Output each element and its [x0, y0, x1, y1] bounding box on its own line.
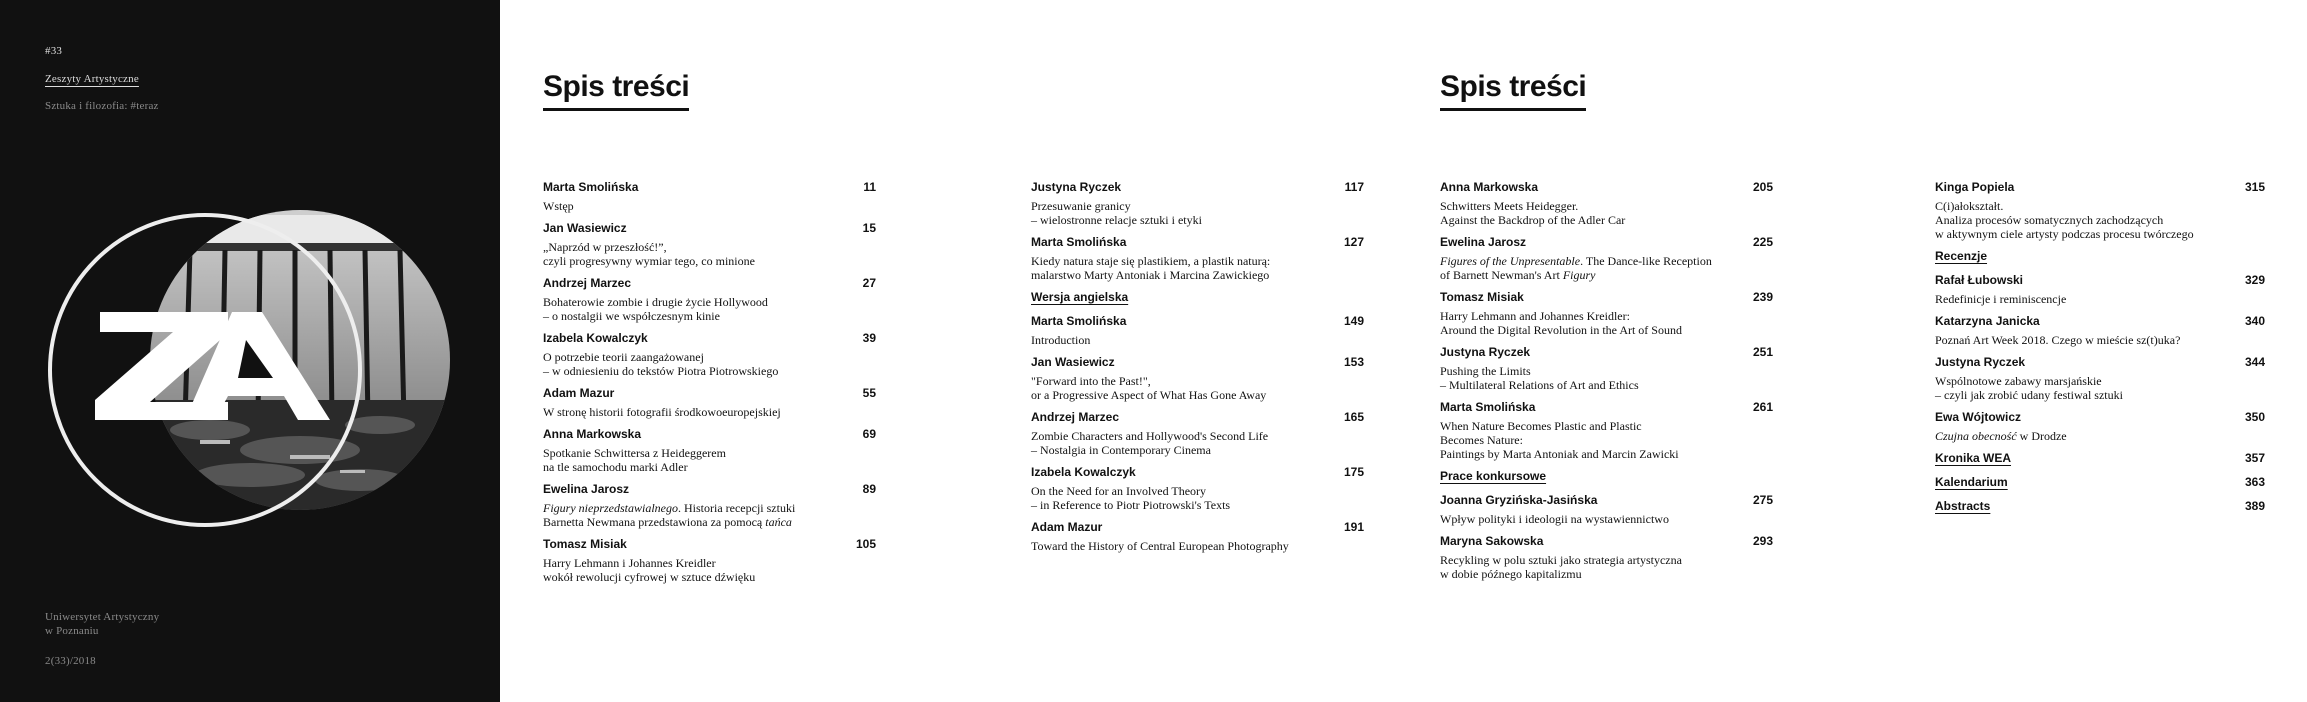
entry-title-text: Spotkanie Schwittersa z Heideggerem na tle samochodu marki Adler: [543, 446, 726, 474]
section-heading: [1935, 451, 2265, 465]
entry-author: Andrzej Marzec: [543, 276, 632, 290]
issue-year: 2(33)/2018: [45, 655, 96, 667]
entry-author: Anna Markowska: [1440, 180, 1539, 194]
entry-title: [1440, 309, 1773, 337]
toc-column-1: [543, 180, 876, 592]
page-number: 363: [2244, 475, 2265, 489]
entry-title-text: On the Need for an Involved Theory – in Reference to Piotr Piotrowski's Texts: [1031, 484, 1231, 512]
toc-entry[interactable]: [1031, 465, 1364, 512]
page-number: 69: [862, 427, 876, 441]
toc-entry[interactable]: [543, 537, 876, 584]
page-number: 89: [862, 482, 876, 496]
entry-title-italic: Czujna obecność: [1935, 429, 2017, 443]
toc-entry[interactable]: [1440, 400, 1773, 461]
toc-entry[interactable]: [543, 482, 876, 529]
toc-entry[interactable]: [1440, 493, 1773, 526]
page-number: 153: [1343, 355, 1364, 369]
page-number: 55: [862, 386, 876, 400]
entry-title: [543, 350, 876, 378]
page-number: 27: [862, 276, 876, 290]
page-number: 15: [862, 221, 876, 235]
entry-title: [543, 446, 876, 474]
entry-author: Ewelina Jarosz: [543, 482, 630, 496]
heading-left: Spis treści: [543, 70, 689, 111]
entry-title-text: Poznań Art Week 2018. Czego w mieście sz(t)uka?: [1935, 333, 2181, 347]
page-number: 293: [1752, 534, 1773, 548]
entry-author: Izabela Kowalczyk: [543, 331, 648, 345]
toc-entry[interactable]: [543, 427, 876, 474]
entry-title: [1440, 254, 1773, 282]
entry-author: Marta Smolińska: [1440, 400, 1536, 414]
toc-entry[interactable]: [1440, 290, 1773, 337]
entry-author: Marta Smolińska: [543, 180, 639, 194]
toc-entry[interactable]: [1935, 273, 2265, 306]
entry-title-text: Zombie Characters and Hollywood's Second Life – Nostalgia in Contemporary Cinema: [1031, 429, 1269, 457]
toc-column-2: [1031, 180, 1364, 561]
page-number: 149: [1343, 314, 1364, 328]
toc-entry[interactable]: [543, 331, 876, 378]
toc-entry[interactable]: [1440, 235, 1773, 282]
page-number: 357: [2244, 451, 2265, 465]
entry-author: Izabela Kowalczyk: [1031, 465, 1136, 479]
toc-entry[interactable]: [1935, 314, 2265, 347]
toc-entry[interactable]: [1031, 520, 1364, 553]
entry-author: Ewa Wójtowicz: [1935, 410, 2022, 424]
entry-title-text: C(i)ałokształt. Analiza procesów somatycznych zachodzących w aktywnym ciele artysty podczas procesu twórczego: [1935, 199, 2194, 241]
toc-entry[interactable]: [1440, 534, 1773, 581]
entry-author: Joanna Gryzińska-Jasińska: [1440, 493, 1598, 507]
entry-title-text: Toward the History of Central European Photography: [1031, 539, 1289, 553]
page-number: 127: [1343, 235, 1364, 249]
issue-theme: Sztuka i filozofia: #teraz: [45, 100, 159, 112]
toc-entry[interactable]: [1440, 180, 1773, 227]
entry-author: Anna Markowska: [543, 427, 642, 441]
entry-author: Justyna Ryczek: [1935, 355, 2026, 369]
entry-title-text: Schwitters Meets Heidegger. Against the Backdrop of the Adler Car: [1440, 199, 1626, 227]
za-logo: [0, 0, 500, 702]
entry-title: [1935, 333, 2265, 347]
journal-name: Zeszyty Artystyczne: [45, 73, 139, 85]
entry-title-text: . The Dance-like Reception of Barnett Newman's Art: [1440, 254, 1712, 282]
issue-number: #33: [45, 45, 63, 57]
entry-title: [1935, 374, 2265, 402]
entry-title: [1935, 199, 2265, 241]
page-number: 389: [2244, 499, 2265, 513]
entry-title: [1440, 199, 1773, 227]
entry-title-text: Recykling w polu sztuki jako strategia artystyczna w dobie późnego kapitalizmu: [1440, 553, 1682, 581]
entry-title-italic: Figury: [1562, 268, 1596, 282]
entry-title: [543, 501, 876, 529]
page-number: 340: [2244, 314, 2265, 328]
entry-title-text: Bohaterowie zombie i drugie życie Hollywood – o nostalgii we współczesnym kinie: [543, 295, 768, 323]
entry-author: Adam Mazur: [543, 386, 615, 400]
entry-author: Maryna Sakowska: [1440, 534, 1544, 548]
page-number: 165: [1343, 410, 1364, 424]
entry-author: Kinga Popiela: [1935, 180, 2015, 194]
entry-title-text: O potrzebie teorii zaangażowanej – w odniesieniu do tekstów Piotra Piotrowskiego: [543, 350, 779, 378]
section-label: Kalendarium: [1935, 475, 2008, 489]
entry-title: [1440, 419, 1773, 461]
entry-author: Jan Wasiewicz: [1031, 355, 1115, 369]
page-number: 350: [2244, 410, 2265, 424]
entry-title-text: Harry Lehmann i Johannes Kreidler wokół rewolucji cyfrowej w sztuce dźwięku: [543, 556, 756, 584]
toc-entry[interactable]: [1935, 410, 2265, 443]
section-heading: [1440, 469, 1773, 483]
entry-title-text: Pushing the Limits – Multilateral Relations of Art and Ethics: [1440, 364, 1639, 392]
entry-title: [1031, 333, 1364, 347]
page-number: 251: [1752, 345, 1773, 359]
toc-entry[interactable]: [1031, 314, 1364, 347]
page-number: 205: [1752, 180, 1773, 194]
entry-author: Andrzej Marzec: [1031, 410, 1120, 424]
entry-title-text: "Forward into the Past!", or a Progressive Aspect of What Has Gone Away: [1031, 374, 1267, 402]
page-number: 105: [855, 537, 876, 551]
entry-author: Justyna Ryczek: [1031, 180, 1122, 194]
cover-panel: [0, 0, 500, 702]
entry-title-text: Kiedy natura staje się plastikiem, a plastik naturą: malarstwo Marty Antoniak i Marcina Zawickiego: [1031, 254, 1271, 282]
entry-author: Tomasz Misiak: [1440, 290, 1524, 304]
page-number: 239: [1752, 290, 1773, 304]
entry-title-text: Wspólnotowe zabawy marsjańskie – czyli jak zrobić udany festiwal sztuki: [1935, 374, 2123, 402]
page-number: 329: [2244, 273, 2265, 287]
entry-title: [1031, 374, 1364, 402]
toc-entry[interactable]: [543, 221, 876, 268]
entry-title-text: When Nature Becomes Plastic and Plastic Becomes Nature: Paintings by Marta Antoniak and Marcin Zawicki: [1440, 419, 1679, 461]
publisher-line1: Uniwersytet Artystyczny: [45, 611, 160, 623]
section-heading: [1935, 249, 2265, 263]
entry-author: Adam Mazur: [1031, 520, 1103, 534]
publisher-line2: w Poznaniu: [45, 625, 99, 637]
toc-entry[interactable]: [1031, 235, 1364, 282]
toc-entry[interactable]: [1440, 345, 1773, 392]
page-number: 344: [2244, 355, 2265, 369]
section-label: Wersja angielska: [1031, 290, 1129, 304]
section-label: Recenzje: [1935, 249, 1988, 263]
entry-title: [1440, 364, 1773, 392]
entry-author: Ewelina Jarosz: [1440, 235, 1527, 249]
page-number: 117: [1344, 180, 1364, 194]
entry-title: [1935, 429, 2265, 443]
section-heading: [1031, 290, 1364, 304]
toc-entry[interactable]: [543, 386, 876, 419]
section-label: Kronika WEA: [1935, 451, 2012, 465]
entry-title: [543, 405, 876, 419]
entry-author: Tomasz Misiak: [543, 537, 627, 551]
page-number: 11: [863, 180, 876, 194]
entry-author: Jan Wasiewicz: [543, 221, 627, 235]
entry-title-italic: Figures of the Unpresentable: [1440, 254, 1581, 268]
page-number: 39: [862, 331, 876, 345]
toc-entry[interactable]: [543, 180, 876, 213]
toc-entry[interactable]: [1935, 180, 2265, 241]
entry-title-text: Harry Lehmann and Johannes Kreidler: Around the Digital Revolution in the Art of Sound: [1440, 309, 1682, 337]
entry-title: [543, 295, 876, 323]
entry-author: Marta Smolińska: [1031, 314, 1127, 328]
entry-title-text: . Historia recepcji sztuki Barnetta Newmana przedstawiona za pomocą: [543, 501, 796, 529]
toc-entry[interactable]: [543, 276, 876, 323]
toc-entry[interactable]: [1031, 355, 1364, 402]
entry-author: Rafał Łubowski: [1935, 273, 2024, 287]
toc-entry[interactable]: [1935, 355, 2265, 402]
entry-title-text: Introduction: [1031, 333, 1091, 347]
page-number: 315: [2244, 180, 2265, 194]
section-label: Prace konkursowe: [1440, 469, 1547, 483]
section-heading: [1935, 499, 2265, 513]
entry-title: [1031, 429, 1364, 457]
toc-column-3: [1440, 180, 1773, 589]
page-number: 191: [1343, 520, 1364, 534]
entry-title-text: Wstęp: [543, 199, 574, 213]
page-number: 275: [1752, 493, 1773, 507]
entry-title-text: W stronę historii fotografii środkowoeuropejskiej: [543, 405, 781, 419]
entry-title: [1031, 199, 1364, 227]
entry-title: [543, 199, 876, 213]
entry-title: [1031, 539, 1364, 553]
entry-author: Katarzyna Janicka: [1935, 314, 2040, 328]
entry-author: Marta Smolińska: [1031, 235, 1127, 249]
entry-title-text: Przesuwanie granicy – wielostronne relacje sztuki i etyki: [1031, 199, 1202, 227]
section-heading: [1935, 475, 2265, 489]
entry-title: [1031, 254, 1364, 282]
entry-title: [1935, 292, 2265, 306]
entry-title-text: Redefinicje i reminiscencje: [1935, 292, 2067, 306]
entry-title: [1440, 553, 1773, 581]
entry-title-text: Wpływ polityki i ideologii na wystawiennictwo: [1440, 512, 1669, 526]
section-label: Abstracts: [1935, 499, 1991, 513]
toc-entry[interactable]: [1031, 180, 1364, 227]
page-number: 175: [1343, 465, 1364, 479]
page-number: 225: [1752, 235, 1773, 249]
entry-title-italic: Figury nieprzedstawialnego: [543, 501, 678, 515]
heading-right: Spis treści: [1440, 70, 1586, 111]
entry-title: [543, 556, 876, 584]
toc-column-4: [1935, 180, 2265, 523]
entry-title-text: w Drodze: [2016, 429, 2067, 443]
page-number: 261: [1752, 400, 1773, 414]
toc-entry[interactable]: [1031, 410, 1364, 457]
entry-author: Justyna Ryczek: [1440, 345, 1531, 359]
entry-title-text: „Naprzód w przeszłość!”, czyli progresywny wymiar tego, co minione: [543, 240, 755, 268]
entry-title: [1440, 512, 1773, 526]
entry-title: [543, 240, 876, 268]
entry-title-italic: tańca: [765, 515, 792, 529]
entry-title: [1031, 484, 1364, 512]
